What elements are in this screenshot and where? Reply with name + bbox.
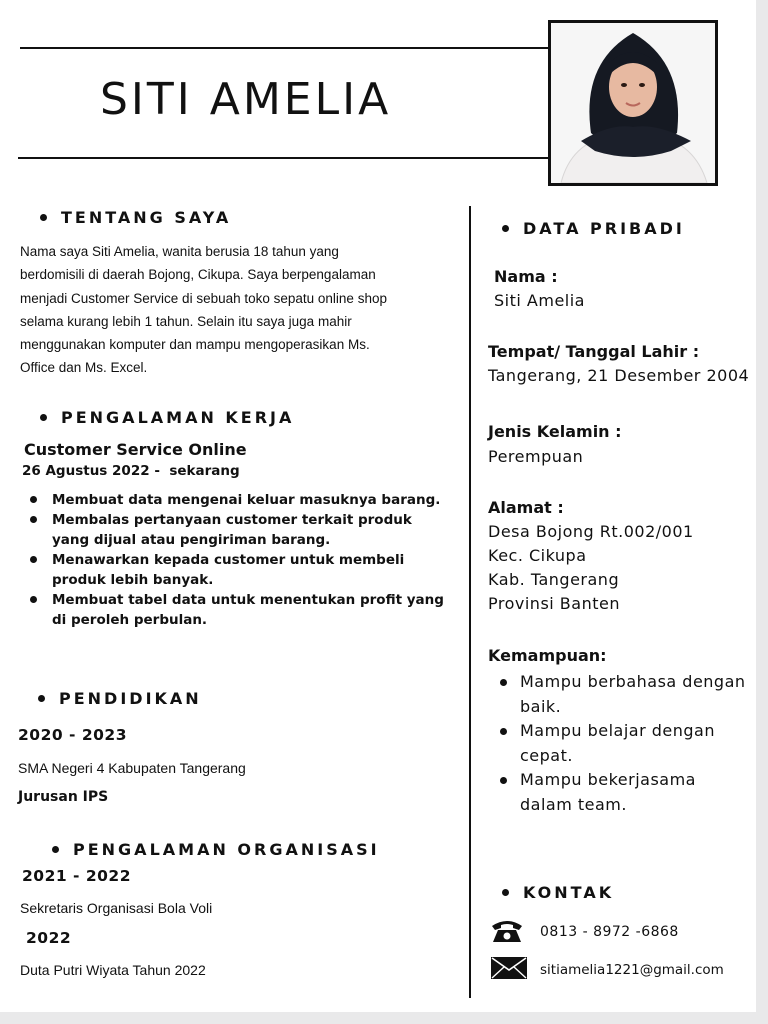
address-line: Kec. Cikupa	[488, 546, 587, 565]
bullet-icon	[38, 695, 45, 702]
envelope-icon	[491, 957, 527, 979]
job-title: Customer Service Online	[24, 440, 247, 459]
address-value	[488, 520, 694, 616]
email-address: sitiamelia1221@gmail.com	[540, 962, 724, 978]
organization-heading	[52, 840, 380, 859]
column-divider	[469, 206, 471, 998]
bullet-icon	[502, 889, 509, 896]
job-duties-list	[30, 490, 450, 630]
list-item: Mampu bekerjasama dalam team.	[498, 768, 748, 817]
list-item: Menawarkan kepada customer untuk membeli produk lebih banyak.	[30, 550, 450, 590]
skills-list	[498, 670, 748, 817]
list-item: Membuat data mengenai keluar masuknya barang.	[30, 490, 450, 510]
contact-heading	[502, 883, 614, 902]
education-school: SMA Negeri 4 Kabupaten Tangerang	[18, 760, 246, 776]
list-item: Membuat tabel data untuk menentukan profit yang di peroleh perbulan.	[30, 590, 450, 630]
name-value: Siti Amelia	[494, 291, 585, 310]
list-item: Membalas pertanyaan customer terkait produk yang dijual atau pengiriman barang.	[30, 510, 450, 550]
about-line: menjadi Customer Service di sebuah toko sepatu online shop	[20, 290, 387, 306]
header-bottom-rule	[18, 157, 550, 159]
skills-label: Kemampuan:	[488, 646, 607, 665]
address-line: Kab. Tangerang	[488, 570, 620, 589]
organization-years: 2021 - 2022	[22, 867, 132, 885]
job-date: 26 Agustus 2022 - sekarang	[22, 463, 240, 479]
organization-years: 2022	[26, 929, 72, 947]
telephone-icon	[490, 918, 524, 944]
gender-label: Jenis Kelamin :	[488, 422, 622, 441]
about-paragraph	[20, 240, 450, 380]
resume-name: SITI AMELIA	[100, 74, 392, 125]
about-line: menggunakan komputer dan mampu mengoperasikan Ms.	[20, 337, 370, 353]
bullet-icon	[40, 214, 47, 221]
organization-heading-text: PENGALAMAN ORGANISASI	[73, 840, 380, 859]
bullet-icon	[52, 846, 59, 853]
experience-heading-text: PENGALAMAN KERJA	[61, 408, 295, 427]
education-years: 2020 - 2023	[18, 726, 128, 744]
education-heading-text: PENDIDIKAN	[59, 689, 202, 708]
education-heading	[38, 689, 202, 708]
header-top-rule	[20, 47, 550, 49]
bullet-icon	[502, 225, 509, 232]
list-item: Mampu berbahasa dengan baik.	[498, 670, 748, 719]
about-line: berdomisili di daerah Bojong, Cikupa. Saya berpengalaman	[20, 267, 376, 283]
organization-role: Duta Putri Wiyata Tahun 2022	[20, 962, 206, 978]
experience-heading	[40, 408, 294, 427]
education-major: Jurusan IPS	[18, 789, 109, 805]
about-line: Nama saya Siti Amelia, wanita berusia 18 tahun yang	[20, 244, 339, 259]
gender-value: Perempuan	[488, 447, 584, 466]
birth-label: Tempat/ Tanggal Lahir :	[488, 342, 700, 361]
address-label: Alamat :	[488, 498, 564, 517]
about-heading-text: TENTANG SAYA	[61, 208, 232, 227]
address-line: Provinsi Banten	[488, 594, 620, 613]
about-heading	[40, 208, 231, 227]
contact-heading-text: KONTAK	[523, 883, 615, 902]
personal-heading	[502, 219, 685, 238]
organization-role: Sekretaris Organisasi Bola Voli	[20, 900, 213, 916]
name-label: Nama :	[494, 267, 558, 286]
phone-number: 0813 - 8972 -6868	[540, 924, 679, 940]
address-line: Desa Bojong Rt.002/001	[488, 522, 694, 541]
personal-heading-text: DATA PRIBADI	[523, 219, 685, 238]
birth-value: Tangerang, 21 Desember 2004	[488, 366, 750, 385]
about-line: Office dan Ms. Excel.	[20, 360, 148, 376]
about-line: selama kurang lebih 1 tahun. Selain itu saya juga mahir	[20, 313, 352, 329]
profile-photo	[548, 20, 718, 186]
bullet-icon	[40, 414, 47, 421]
list-item: Mampu belajar dengan cepat.	[498, 719, 748, 768]
